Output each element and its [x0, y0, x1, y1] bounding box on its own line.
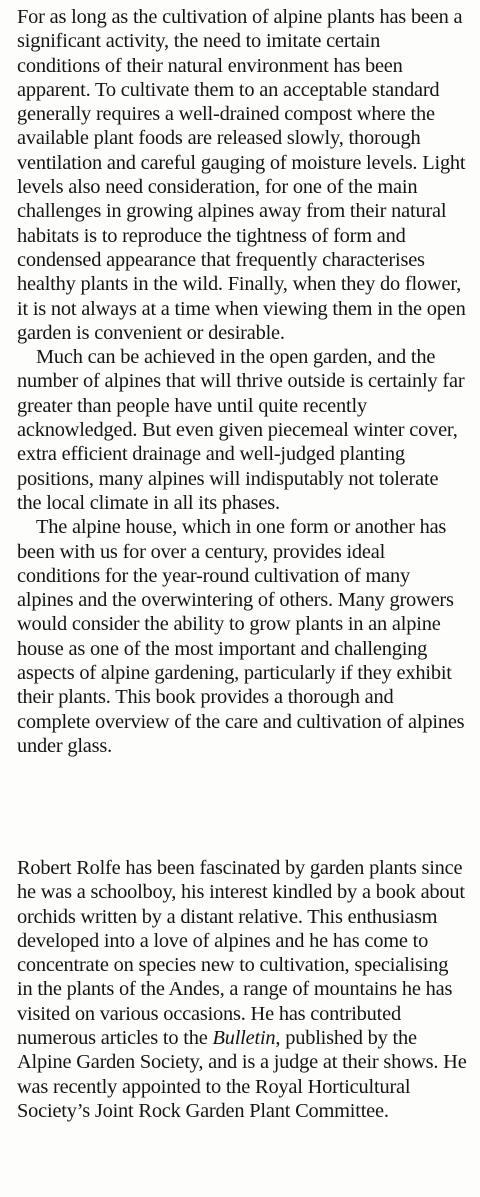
description-paragraph-1: For as long as the cultivation of alpine plants has been a significant activity, the need to imitate certain conditions of their natural environment has been apparent. To cultivate them to an acceptable standard generally requires a well-drained compost where the available plant foods are released slowly, thorough ventilation and careful gauging of moisture levels. Light levels also need consideration, for one of the main challenges in growing alpines away from their natural habitats is to reproduce the tightness of form and condensed appearance that frequently characterises healthy plants in the wild. Finally, when they do flower, it is not always at a time when viewing them in the open garden is convenient or desirable. [17, 6, 466, 344]
description-paragraph-3: The alpine house, which in one form or another has been with us for over a century, provides ideal conditions for the year-round cultivation of many alpines and the overwintering of others. Many growers would consider the ability to grow plants in an alpine house as one of the most important and challenging aspects of alpine gardening, particularly if they exhibit their plants. This book provides a thorough and complete overview of the care and cultivation of alpines under glass. [17, 516, 465, 757]
author-bio-text-start: Robert Rolfe has been fascinated by garden plants since he was a schoolboy, his interest kindled by a book about orchids written by a distant relative. This enthusiasm developed into a love of alpines and he has come to concentrate on species new to cultivation, specialising in the plants of the Andes, a range of mountains he has visited on various occasions. He has contributed numerous articles to the [17, 857, 465, 1050]
author-bio-paragraph [17, 856, 467, 1123]
author-biography [17, 856, 467, 1123]
book-description [17, 5, 467, 758]
bulletin-title: Bulletin [212, 1027, 276, 1050]
author-bio-text-end: , published by the Alpine Garden Society, and is a judge at their shows. He was recently appointed to the Royal Horticultural Society’s Joint Rock Garden Plant Committee. [17, 1027, 467, 1122]
description-paragraph-2: Much can be achieved in the open garden, and the number of alpines that will thrive outside is certainly far greater than people have until quite recently acknowledged. But even given piecemeal winter cover, extra efficient drainage and well-judged planting positions, many alpines will indisputably not tolerate the local climate in all its phases. [17, 346, 465, 514]
